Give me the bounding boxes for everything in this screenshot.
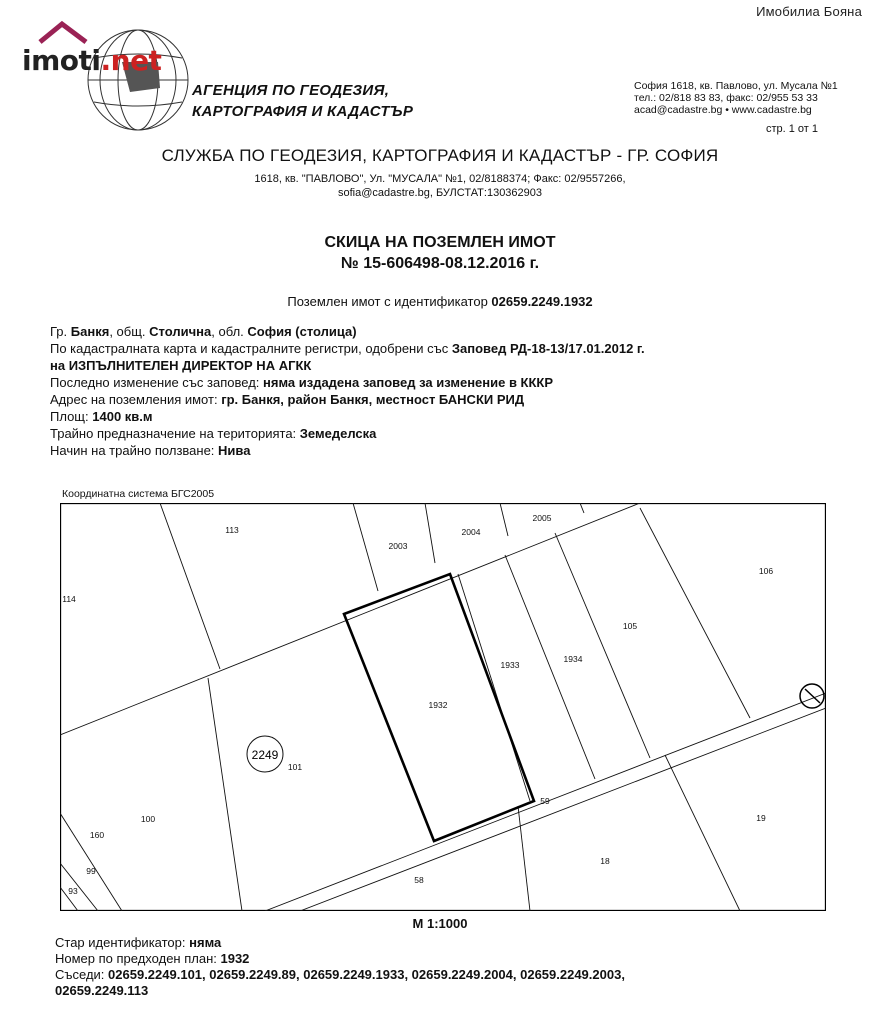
parcel-label: 106 — [758, 566, 774, 576]
muni-prefix: , общ. — [109, 324, 146, 339]
purpose-row — [50, 425, 850, 442]
parcel-label: 101 — [287, 762, 303, 772]
sketch-title: СКИЦА НА ПОЗЕМЛЕН ИМОТ — [324, 234, 556, 251]
logo-prefix: imoti — [22, 44, 101, 77]
agency-name — [192, 80, 413, 122]
parcel-label: 2004 — [461, 527, 481, 537]
old-id-value: няма — [189, 935, 222, 950]
use-value: Нива — [218, 443, 251, 458]
contact-line-1: София 1618, кв. Павлово, ул. Мусала №1 — [634, 80, 838, 92]
purpose-value: Земеделска — [299, 426, 377, 441]
parcel-label: 114 — [62, 594, 76, 604]
contact-line-3: acad@cadastre.bg • www.cadastre.bg — [634, 104, 812, 116]
parcel-label: 113 — [225, 525, 239, 535]
agency-line-2: КАРТОГРАФИЯ И КАДАСТЪР — [192, 103, 414, 120]
parcel-label: 59 — [540, 796, 550, 806]
approval-text: По кадастралната карта и кадастралните регистри, одобрени със — [50, 341, 449, 356]
region-prefix: , обл. — [211, 324, 244, 339]
region-value: София (столица) — [247, 324, 357, 339]
neighbors-value: 02659.2249.101, 02659.2249.89, 02659.2249.1933, 02659.2249.2004, 02659.2249.2003, — [108, 967, 625, 982]
last-change-value: няма издадена заповед за изменение в КККР — [263, 375, 554, 390]
identifier-value: 02659.2249.1932 — [491, 294, 593, 309]
prev-plan-row — [55, 951, 855, 967]
parcel-label: 58 — [414, 875, 424, 885]
coordinate-system: Координатна система БГС2005 — [62, 488, 215, 500]
agency-contact — [634, 80, 866, 116]
use-label: Начин на трайно ползване: — [50, 443, 215, 458]
agency-line-1: АГЕНЦИЯ ПО ГЕОДЕЗИЯ, — [192, 82, 390, 99]
address-label: Адрес на поземления имот: — [50, 392, 218, 407]
page-number: стр. 1 от 1 — [765, 123, 818, 135]
parcel-label: 93 — [68, 886, 78, 896]
parcel-label: 1933 — [500, 660, 520, 670]
contact-line-2: тел.: 02/818 83 83, факс: 02/955 53 33 — [634, 92, 818, 104]
neighbors-label: Съседи: — [55, 967, 105, 982]
parcel-label: 19 — [756, 813, 766, 823]
location-row — [50, 323, 850, 340]
approval-row — [50, 340, 850, 357]
agency-logo — [10, 18, 190, 138]
parcel-label: 2003 — [388, 541, 408, 551]
area-value: 1400 кв.м — [92, 409, 153, 424]
service-address-line-1: 1618, кв. "ПАВЛОВО", Ул. "МУСАЛА" №1, 02/8188374; Факс: 02/9557266, — [254, 173, 626, 185]
use-row — [50, 442, 850, 459]
parcel-label: 18 — [600, 856, 610, 866]
service-address — [0, 172, 880, 200]
city-prefix: Гр. — [50, 324, 68, 339]
sketch-number: № 15-606498-08.12.2016 г. — [340, 255, 540, 272]
old-id-row — [55, 935, 855, 951]
region-number: 2249 — [251, 748, 279, 762]
service-address-line-2: sofia@cadastre.bg, БУЛСТАТ:130362903 — [337, 187, 543, 199]
parcel-label: 100 — [140, 814, 156, 824]
prev-plan-value: 1932 — [220, 951, 250, 966]
address-row — [50, 391, 850, 408]
parcel-label: 1932 — [428, 700, 448, 710]
globe-logo-icon — [10, 18, 190, 138]
area-label: Площ: — [50, 409, 89, 424]
approval-by: на ИЗПЪЛНИТЕЛЕН ДИРЕКТОР НА АГКК — [50, 358, 312, 373]
service-title: СЛУЖБА ПО ГЕОДЕЗИЯ, КАРТОГРАФИЯ И КАДАСТЪР - ГР. СОФИЯ — [161, 146, 719, 165]
identifier-line — [0, 294, 880, 309]
identifier-label: Поземлен имот с идентификатор — [287, 294, 488, 309]
muni-value: Столична — [149, 324, 212, 339]
last-change-row — [50, 374, 850, 391]
neighbors-value-2: 02659.2249.113 — [55, 983, 149, 998]
watermark: Имобилиа Бояна — [756, 4, 862, 19]
area-row — [50, 408, 850, 425]
property-info — [50, 323, 850, 459]
cadastral-map — [60, 503, 826, 911]
last-change-label: Последно изменение със заповед: — [50, 375, 260, 390]
neighbors-row — [55, 967, 855, 983]
bottom-info — [55, 935, 855, 999]
old-id-label: Стар идентификатор: — [55, 935, 186, 950]
logo-suffix: .net — [100, 44, 162, 77]
document-title — [0, 232, 880, 274]
approval-by-row — [50, 357, 850, 374]
parcel-label: 105 — [622, 621, 638, 631]
approval-order: Заповед РД-18-13/17.01.2012 г. — [451, 341, 645, 356]
parcel-label: 99 — [86, 866, 96, 876]
parcel-label: 2005 — [532, 513, 552, 523]
neighbors-row-2 — [55, 983, 855, 999]
address-value: гр. Банкя, район Банкя, местност БАНСКИ РИД — [221, 392, 525, 407]
map-scale: М 1:1000 — [412, 916, 468, 931]
city-value: Банкя — [70, 324, 110, 339]
parcel-label: 160 — [89, 830, 105, 840]
prev-plan-label: Номер по предходен план: — [55, 951, 217, 966]
purpose-label: Трайно предназначение на територията: — [50, 426, 297, 441]
parcel-label: 1934 — [563, 654, 583, 664]
imoti-net-logo-text — [22, 44, 161, 77]
